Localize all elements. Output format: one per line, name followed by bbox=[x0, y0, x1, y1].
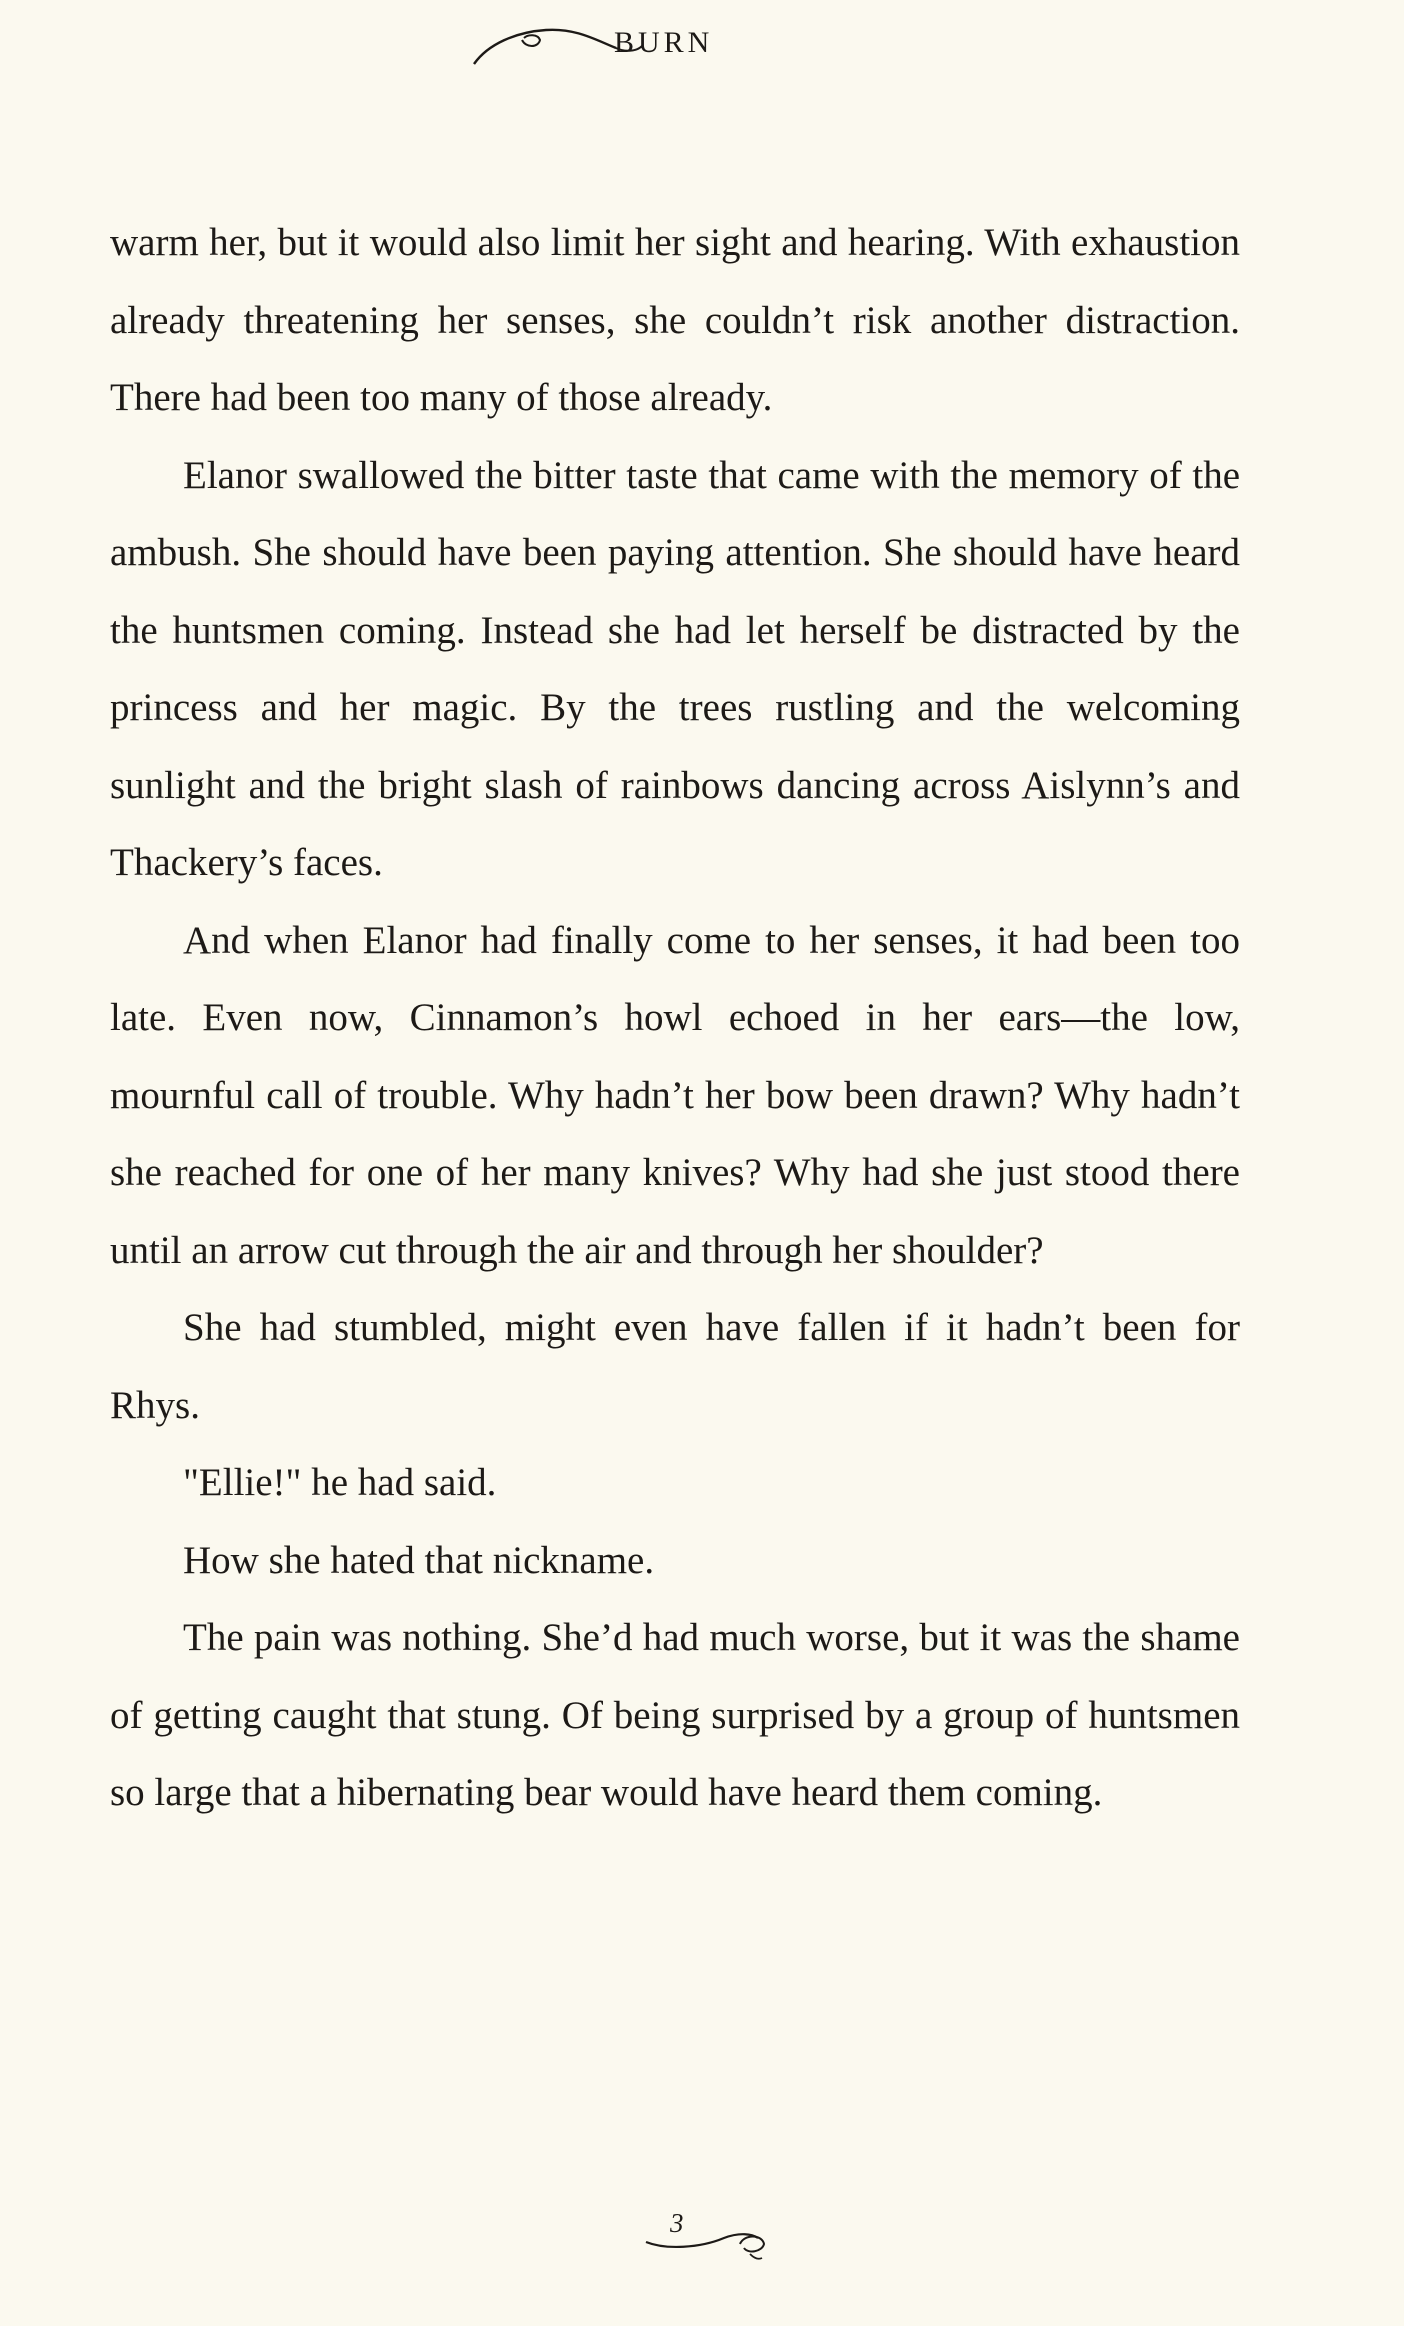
running-head: BURN bbox=[614, 26, 714, 59]
paragraph: warm her, but it would also limit her sight and hearing. With exhaustion already threatening her senses, she couldn’t risk another distraction. There had been too many of those already. bbox=[110, 221, 1240, 419]
paragraph: Elanor swallowed the bitter taste that came with the memory of the ambush. She should have been paying attention. She should have heard the huntsmen coming. Instead she had let herself be distracted by the princess and her magic. By the trees rustling and the welcoming sunlight and the bright slash of rainbows dancing across Aislynn’s and Thackery’s faces. bbox=[110, 453, 1240, 884]
paragraph: She had stumbled, might even have fallen if it hadn’t been for Rhys. bbox=[110, 1306, 1240, 1427]
paragraph: "Ellie!" he had said. bbox=[183, 1461, 497, 1504]
footer-ornament-icon bbox=[640, 2208, 800, 2276]
page-footer bbox=[640, 2208, 800, 2276]
page-header bbox=[466, 14, 726, 80]
paragraph: And when Elanor had finally come to her senses, it had been too late. Even now, Cinnamon’s howl echoed in her ears—the low, mournful call of trouble. Why hadn’t her bow been drawn? Why hadn’t she reached for one of her many knives? Why had she just stood there until an arrow cut through the air and through her shoulder? bbox=[110, 918, 1240, 1272]
paragraph: How she hated that nickname. bbox=[183, 1538, 655, 1582]
body-text bbox=[110, 204, 1240, 1832]
page-number: 3 bbox=[670, 2208, 684, 2238]
paragraph: The pain was nothing. She’d had much worse, but it was the shame of getting caught that stung. Of being surprised by a group of huntsmen so large that a hibernating bear would have heard them coming. bbox=[110, 1616, 1240, 1814]
